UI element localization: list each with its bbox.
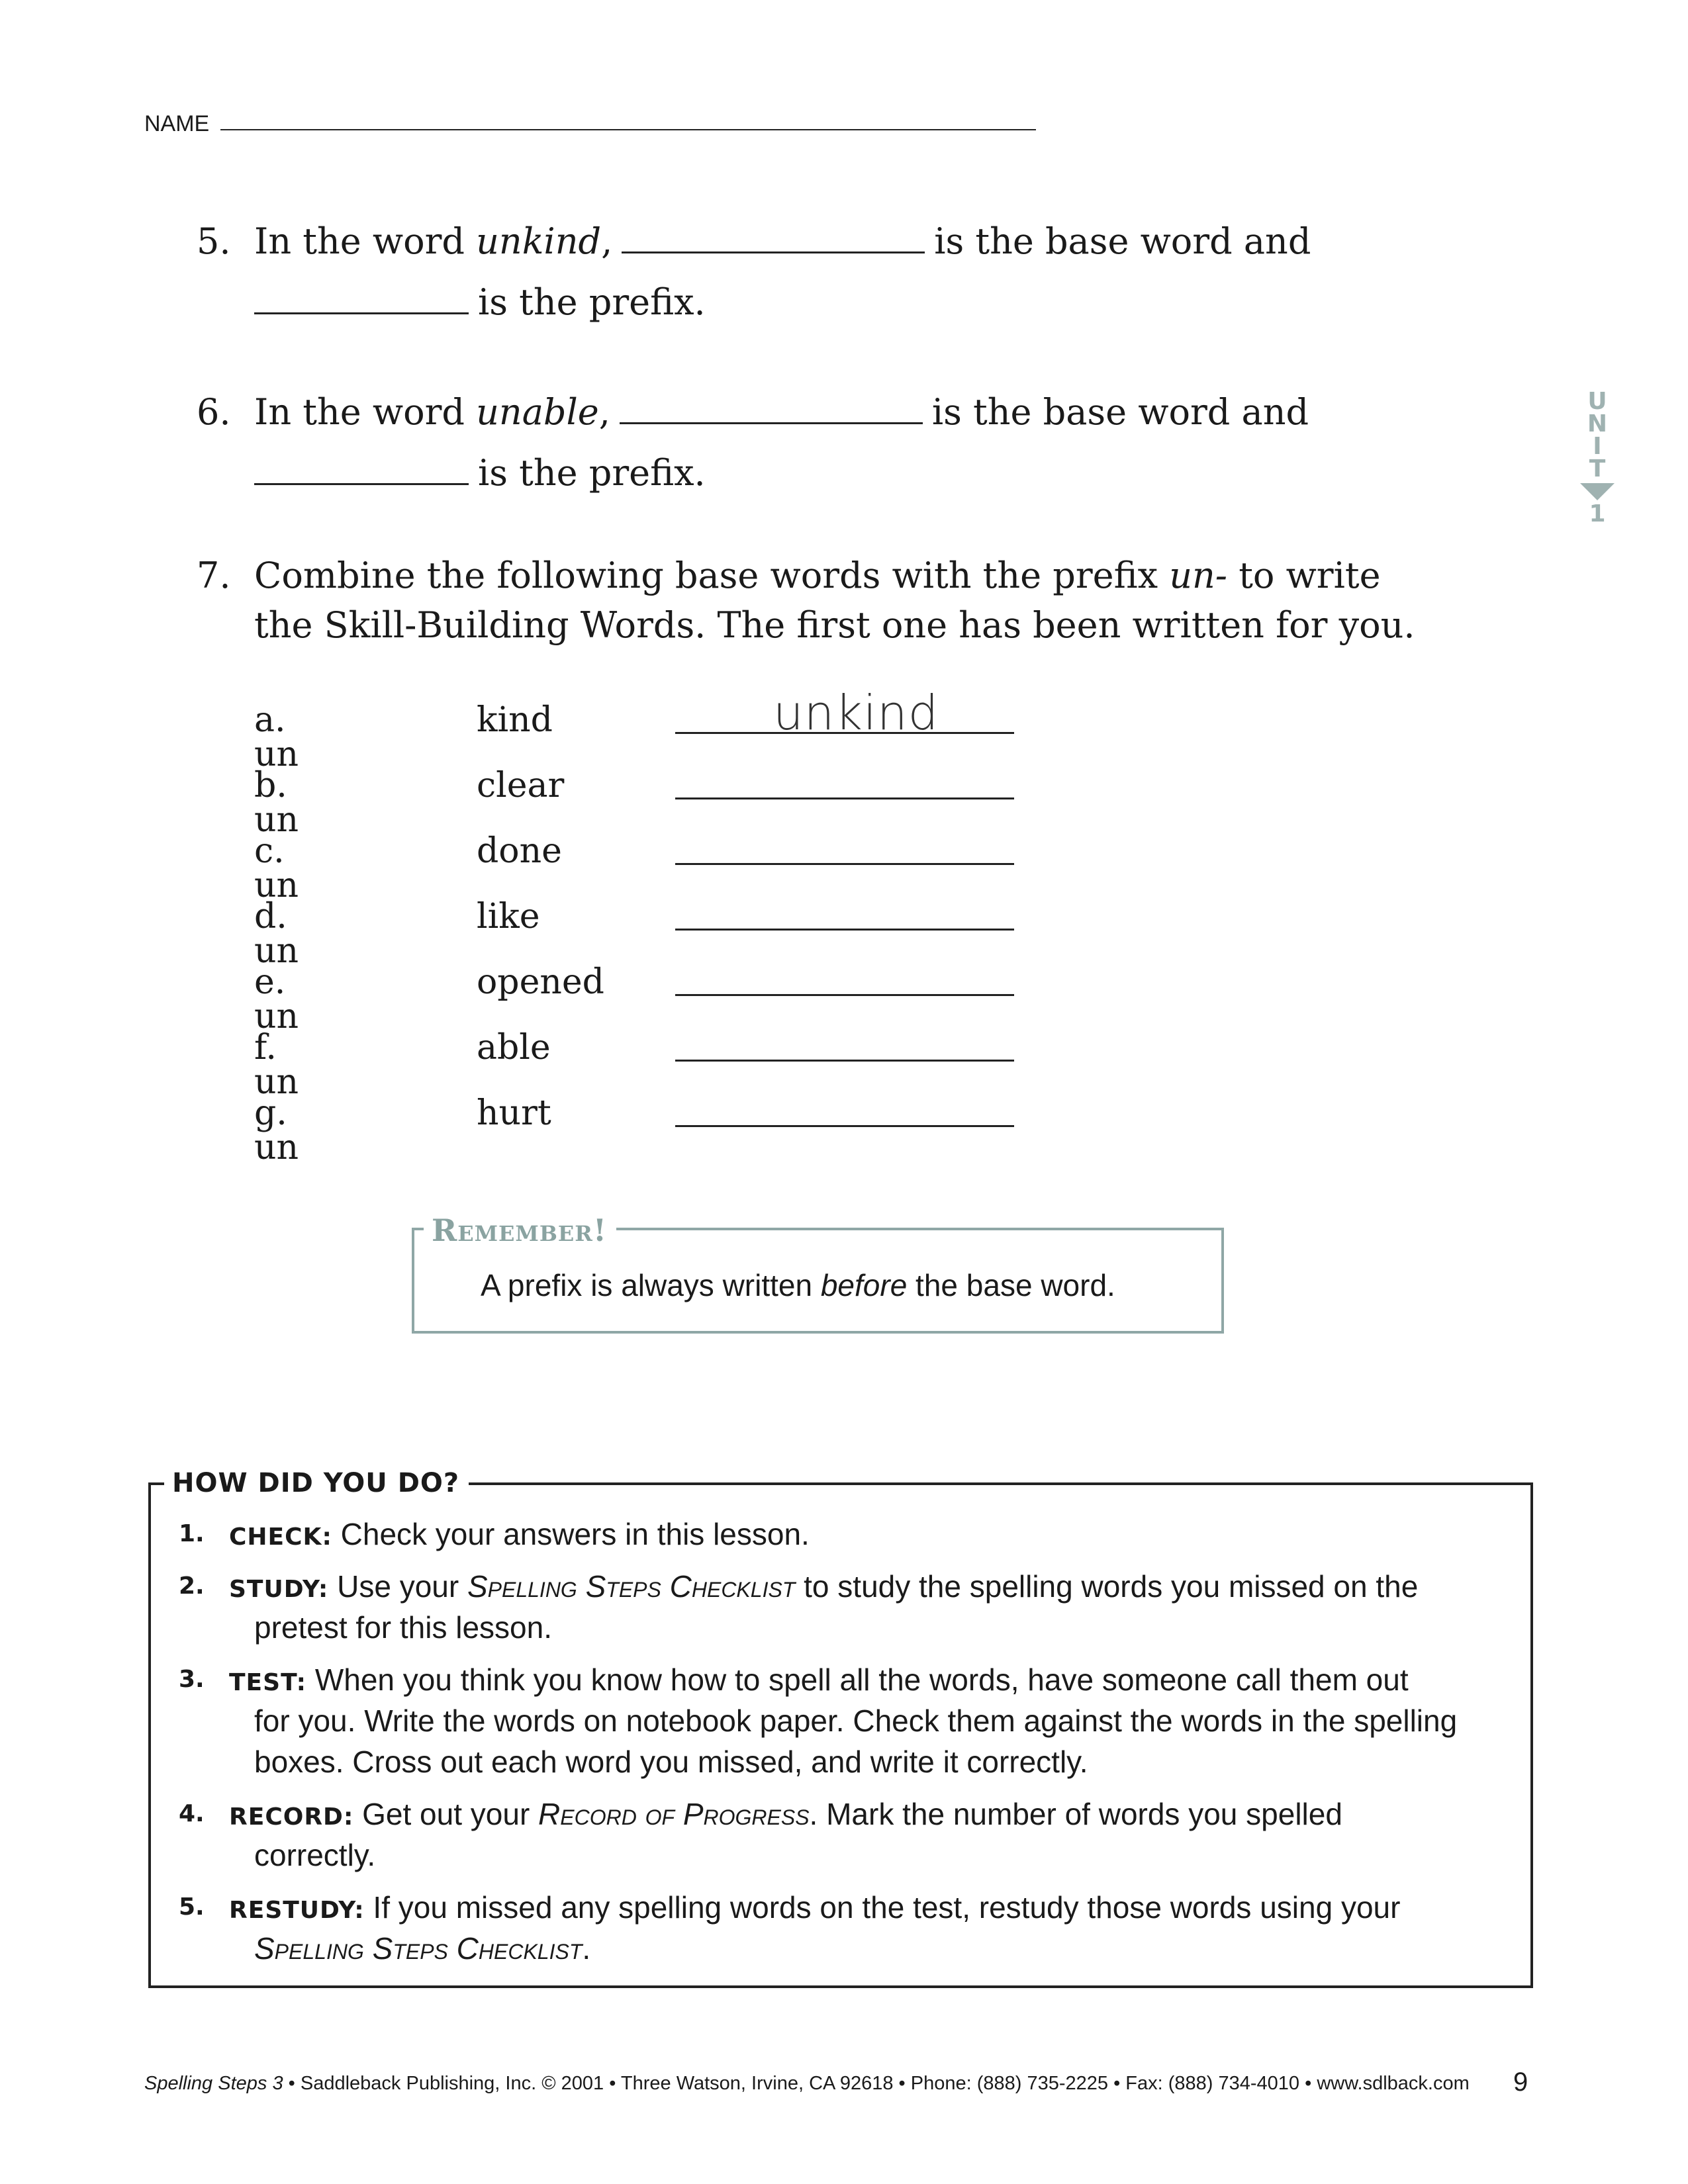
question-text: In the word [254,220,477,262]
row-base-word: kind [477,700,553,740]
unit-letter-t: T [1589,455,1606,482]
step-test-cont: for you. Write the words on notebook paper. Check them against the words in the spelling [254,1704,1458,1738]
row-label: d. un [254,897,299,971]
footer-credits: Spelling Steps 3 • Saddleback Publishing, Inc. © 2001 • Three Watson, Irvine, CA 92618 • Phone: (888) 735-2225 • Fax: (888) 734-4010 • www.sdlback.com [144,2073,1470,2094]
row-base-word: done [477,831,562,871]
question-text: is the base word and [931,391,1309,433]
how-did-you-do-title: HOW DID YOU DO? [164,1468,469,1498]
remember-text: A prefix is always written before the base word. [481,1268,1115,1302]
row-label: b. un [254,766,299,840]
question-text: is the base word and [934,220,1311,262]
question-5-line-2: is the prefix. [254,285,706,320]
row-base-word: able [477,1028,551,1068]
answer-line[interactable] [675,797,1014,799]
step-restudy-cont: Spelling Steps Checklist. [254,1931,591,1966]
row-base-word: like [477,897,540,936]
unit-number: 1 [1589,500,1606,527]
prefix-term: un- [1169,555,1228,596]
name-label: NAME [144,111,210,136]
name-field[interactable] [220,129,1036,130]
answer-line[interactable] [675,929,1014,931]
page-number: 9 [1513,2068,1528,2097]
footer-book-title: Spelling Steps 3 [144,2073,283,2094]
row-base-word: clear [477,766,565,805]
remember-title: Remember! [424,1212,616,1248]
question-6-line-2: is the prefix. [254,455,706,491]
row-label: e. un [254,962,299,1036]
step-record-cont: correctly. [254,1838,376,1872]
question-word: unkind [476,220,602,262]
row-label: a. un [254,700,299,774]
question-7-line-2: the Skill-Building Words. The first one has been written for you. [254,604,1415,646]
handwritten-answer: unkind [773,685,939,741]
base-word-blank[interactable] [620,422,923,424]
question-word: unable [476,391,599,433]
row-base-word: hurt [477,1093,551,1133]
step-test-cont: boxes. Cross out each word you missed, and write it correctly. [254,1745,1088,1779]
row-label: f. un [254,1028,299,1102]
triangle-down-icon [1580,483,1615,500]
prefix-blank[interactable] [254,482,469,485]
row-label: c. un [254,831,299,905]
answer-line[interactable] [675,994,1014,996]
unit-letter-u: U [1587,388,1607,415]
question-number: 7. [197,555,231,596]
row-label: g. un [254,1093,299,1167]
answer-line[interactable] [675,732,1014,734]
base-word-blank[interactable] [622,251,925,253]
question-number: 6. [197,391,231,433]
unit-tab [1584,390,1611,525]
answer-line[interactable] [675,1060,1014,1062]
question-text: In the word [254,391,477,433]
unit-letter-i: I [1593,433,1602,460]
row-base-word: opened [477,962,604,1002]
prefix-blank[interactable] [254,312,469,314]
answer-line[interactable] [675,1125,1014,1127]
question-number: 5. [197,220,231,262]
unit-letter-n: N [1587,410,1608,437]
step-study-cont: pretest for this lesson. [254,1610,552,1645]
answer-line[interactable] [675,863,1014,865]
